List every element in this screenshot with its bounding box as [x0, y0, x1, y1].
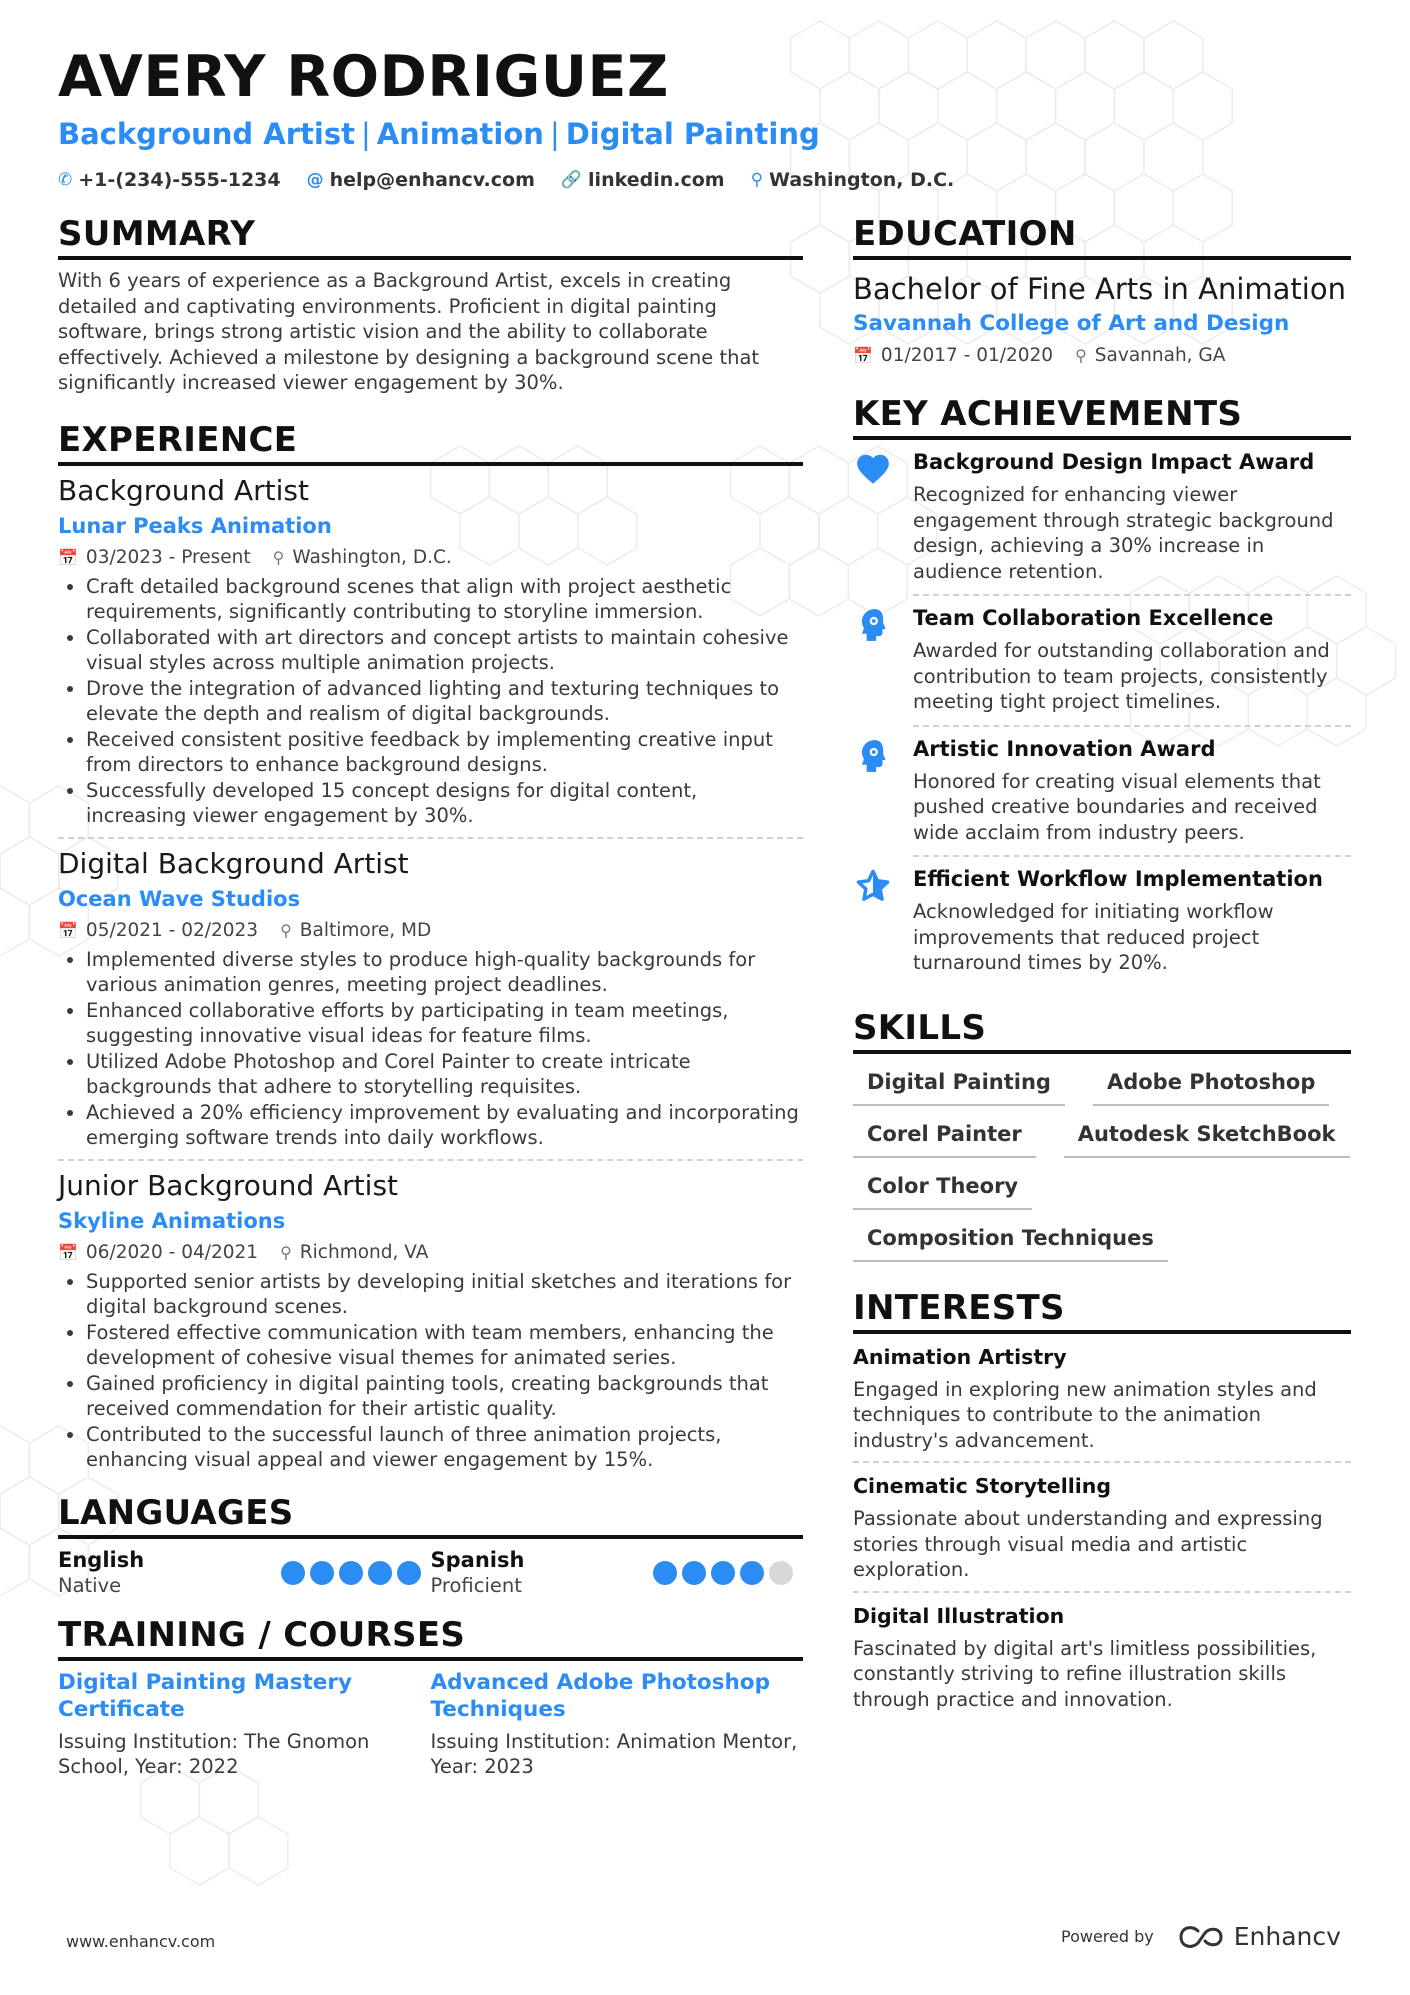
calendar-icon: 📅: [58, 920, 78, 940]
training-item: [58, 1669, 431, 1780]
calendar-icon: 📅: [853, 346, 873, 365]
training-desc: Issuing Institution: The Gnomon School, Year: 2022: [58, 1729, 370, 1778]
email-text: help@enhancv.com: [329, 169, 535, 191]
footer-branding: [1061, 1922, 1341, 1951]
divider: [58, 1159, 803, 1161]
title-3: Digital Painting: [565, 117, 820, 151]
bullet: • Gained proficiency in digital painting tools, creating backgrounds that received commendation for their artistic quality.: [86, 1371, 803, 1422]
company-name: Ocean Wave Studios: [58, 886, 301, 911]
job-meta: [58, 919, 803, 943]
job-meta: [58, 1241, 803, 1265]
achievement-title: Team Collaboration Excellence: [913, 606, 1274, 630]
skill-tag: Autodesk SketchBook: [1064, 1120, 1350, 1158]
achievement-desc: Acknowledged for initiating workflow improvements that reduced project turnaround times by 20%.: [913, 900, 1274, 974]
achievement-title: Artistic Innovation Award: [913, 736, 1216, 761]
interest-title: Digital Illustration: [853, 1603, 1065, 1628]
title-separator: |: [360, 117, 371, 151]
job-bullets: [58, 574, 803, 829]
achievement-title: Background Design Impact Award: [913, 450, 1315, 474]
location-pin-icon: ⚲: [272, 547, 285, 567]
skill-tag: Digital Painting: [853, 1068, 1065, 1106]
training-desc: Issuing Institution: Animation Mentor, Year: 2023: [430, 1729, 798, 1778]
education-meta: [853, 344, 1351, 368]
language-level: Proficient: [430, 1573, 522, 1597]
achievement-desc: Awarded for outstanding collaboration and contribution to team projects, consistently meeting tight project timelines.: [913, 639, 1330, 713]
at-icon: @: [306, 170, 324, 190]
location-pin-icon: ⚲: [280, 1242, 292, 1262]
link-icon: 🔗: [560, 170, 583, 190]
contact-linkedin[interactable]: [561, 169, 725, 191]
interest-item: [853, 1344, 1351, 1464]
skill-tag: Composition Techniques: [853, 1224, 1168, 1262]
interest-desc: Fascinated by digital art's limitless possibilities, constantly striving to refine illustration skills through practice and innovation.: [853, 1636, 1317, 1711]
enhancv-logo-icon: [1178, 1925, 1224, 1949]
language-rating: [653, 1561, 793, 1585]
location-pin-icon: ⚲: [1075, 346, 1087, 365]
bullet: • Collaborated with art directors and concept artists to maintain cohesive visual styles across multiple animation projects.: [86, 625, 803, 676]
head-idea-icon: [853, 604, 893, 715]
location-pin-icon: ⚲: [750, 170, 764, 190]
language-rating: [281, 1561, 421, 1585]
interest-item: [853, 1473, 1351, 1593]
summary-heading: SUMMARY: [58, 214, 803, 260]
company-name: Skyline Animations: [58, 1208, 286, 1233]
bullet: • Fostered effective communication with team members, enhancing the development of cohesive visual themes for animated series.: [86, 1320, 803, 1371]
bullet: • Craft detailed background scenes that align with project aesthetic requirements, significantly contributing to storyline immersion.: [86, 574, 803, 625]
achievement-item: [853, 857, 1351, 982]
training-title: Advanced Adobe Photoshop Techniques: [430, 1669, 770, 1722]
interest-item: [853, 1603, 1351, 1713]
job-bullets: [58, 1269, 803, 1473]
skill-tag: Corel Painter: [853, 1120, 1036, 1158]
candidate-name: AVERY RODRIGUEZ: [58, 44, 669, 110]
job-meta: [58, 546, 803, 570]
rating-dot-filled: [653, 1561, 677, 1585]
bullet: • Supported senior artists by developing initial sketches and iterations for digital background scenes.: [86, 1269, 803, 1320]
interest-desc: Passionate about understanding and expressing stories through visual media and artistic exploration.: [853, 1507, 1323, 1581]
achievement-desc: Honored for creating visual elements that pushed creative boundaries and received wide acclaim from industry peers.: [913, 769, 1321, 844]
language-item: [58, 1547, 431, 1599]
divider: [853, 1461, 1351, 1463]
title-separator: |: [549, 117, 560, 151]
phone-icon: ✆: [58, 170, 73, 190]
rating-dot-filled: [740, 1561, 764, 1585]
location-text: Washington, D.C.: [769, 169, 955, 191]
company-name: Lunar Peaks Animation: [58, 513, 332, 538]
training-list: [58, 1669, 803, 1780]
achievements-heading: KEY ACHIEVEMENTS: [853, 394, 1351, 440]
school-name: Savannah College of Art and Design: [853, 311, 1290, 336]
skill-tag: Color Theory: [853, 1172, 1032, 1210]
rating-dot-filled: [368, 1561, 392, 1585]
calendar-icon: 📅: [58, 547, 78, 567]
achievement-item: [853, 727, 1351, 852]
job-dates: 05/2021 - 02/2023: [85, 919, 259, 941]
training-item: [431, 1669, 804, 1780]
experience-item: [58, 1167, 803, 1473]
achievement-item: [853, 596, 1351, 721]
training-heading: TRAINING / COURSES: [58, 1615, 803, 1661]
rating-dot-filled: [281, 1561, 305, 1585]
heart-icon: [853, 448, 893, 584]
title-1: Background Artist: [58, 117, 355, 151]
job-title: Digital Background Artist: [58, 846, 409, 880]
rating-dot-filled: [711, 1561, 735, 1585]
contact-bar: [58, 169, 954, 191]
job-location: Washington, D.C.: [292, 546, 452, 568]
language-name: English: [58, 1547, 145, 1572]
job-title-line: [58, 117, 820, 151]
interest-title: Cinematic Storytelling: [853, 1474, 1112, 1498]
bullet: • Received consistent positive feedback by implementing creative input from directors to enhance background designs.: [86, 727, 803, 778]
interest-desc: Engaged in exploring new animation styles and techniques to contribute to the animation industry's advancement.: [853, 1377, 1317, 1452]
phone-text: +1-(234)-555-1234: [78, 169, 281, 191]
job-dates: 03/2023 - Present: [85, 546, 251, 568]
rating-dot-empty: [769, 1561, 793, 1585]
linkedin-text: linkedin.com: [588, 169, 725, 191]
rating-dot-filled: [682, 1561, 706, 1585]
job-title: Junior Background Artist: [58, 1168, 399, 1202]
rating-dot-filled: [397, 1561, 421, 1585]
job-bullets: [58, 947, 803, 1151]
interests-heading: INTERESTS: [853, 1288, 1351, 1334]
divider: [58, 837, 803, 839]
interest-title: Animation Artistry: [853, 1344, 1067, 1369]
bullet: • Enhanced collaborative efforts by participating in team meetings, suggesting innovative visual ideas for feature films.: [86, 998, 803, 1049]
experience-heading: EXPERIENCE: [58, 420, 803, 466]
job-dates: 06/2020 - 04/2021: [85, 1241, 259, 1263]
achievement-title: Efficient Workflow Implementation: [913, 867, 1323, 891]
left-column: [58, 214, 803, 1780]
summary-text: With 6 years of experience as a Background Artist, excels in creating detailed and captivating environments. Proficient in digital painting software, brings strong artistic vision and the ability to collaborate effectively. Achieved a milestone by designing a background scene that significantly increased viewer engagement by 30%.: [58, 269, 760, 394]
language-name: Spanish: [430, 1547, 525, 1572]
degree: Bachelor of Fine Arts in Animation: [853, 272, 1346, 306]
job-title: Background Artist: [58, 473, 309, 507]
contact-phone[interactable]: [58, 169, 281, 191]
achievement-item: [853, 440, 1351, 590]
experience-item: [58, 845, 803, 1151]
divider: [853, 1591, 1351, 1593]
title-2: Animation: [376, 117, 544, 151]
job-location: Richmond, VA: [299, 1241, 429, 1263]
languages-list: [58, 1547, 803, 1599]
job-location: Baltimore, MD: [299, 919, 432, 941]
location-pin-icon: ⚲: [280, 920, 292, 940]
enhancv-logo[interactable]: [1178, 1922, 1341, 1951]
rating-dot-filled: [339, 1561, 363, 1585]
education-dates: 01/2017 - 01/2020: [880, 345, 1054, 366]
training-title: Digital Painting Mastery Certificate: [58, 1669, 352, 1722]
languages-heading: LANGUAGES: [58, 1493, 803, 1539]
right-column: [853, 214, 1351, 1712]
contact-email[interactable]: [307, 169, 535, 191]
bullet: • Achieved a 20% efficiency improvement by evaluating and incorporating emerging software trends into daily workflows.: [86, 1100, 803, 1151]
brand-name: Enhancv: [1233, 1922, 1341, 1951]
skill-tag: Adobe Photoshop: [1093, 1068, 1329, 1106]
contact-location: [751, 169, 955, 191]
powered-by-text: Powered by: [1061, 1927, 1154, 1946]
skills-list: [853, 1068, 1351, 1262]
calendar-icon: 📅: [58, 1242, 78, 1262]
bullet: • Utilized Adobe Photoshop and Corel Painter to create intricate backgrounds that adhere to storytelling requisites.: [86, 1049, 803, 1100]
head-idea-icon: [853, 735, 893, 846]
language-level: Native: [58, 1573, 122, 1597]
bullet: • Successfully developed 15 concept designs for digital content, increasing viewer engagement by 30%.: [86, 778, 803, 829]
education-heading: EDUCATION: [853, 214, 1351, 260]
language-item: [431, 1547, 804, 1599]
rating-dot-filled: [310, 1561, 334, 1585]
skills-heading: SKILLS: [853, 1008, 1351, 1054]
bullet: • Implemented diverse styles to produce high-quality backgrounds for various animation genres, meeting project deadlines.: [86, 947, 803, 998]
bullet: • Contributed to the successful launch of three animation projects, enhancing visual appeal and viewer engagement by 15%.: [86, 1422, 803, 1473]
footer-website[interactable]: www.enhancv.com: [66, 1932, 216, 1951]
star-icon: [853, 865, 893, 976]
experience-item: [58, 472, 803, 829]
achievement-desc: Recognized for enhancing viewer engagement through strategic background design, achieving a 30% increase in audience retention.: [913, 483, 1334, 583]
education-location: Savannah, GA: [1094, 345, 1226, 366]
bullet: • Drove the integration of advanced lighting and texturing techniques to elevate the depth and realism of digital backgrounds.: [86, 676, 803, 727]
